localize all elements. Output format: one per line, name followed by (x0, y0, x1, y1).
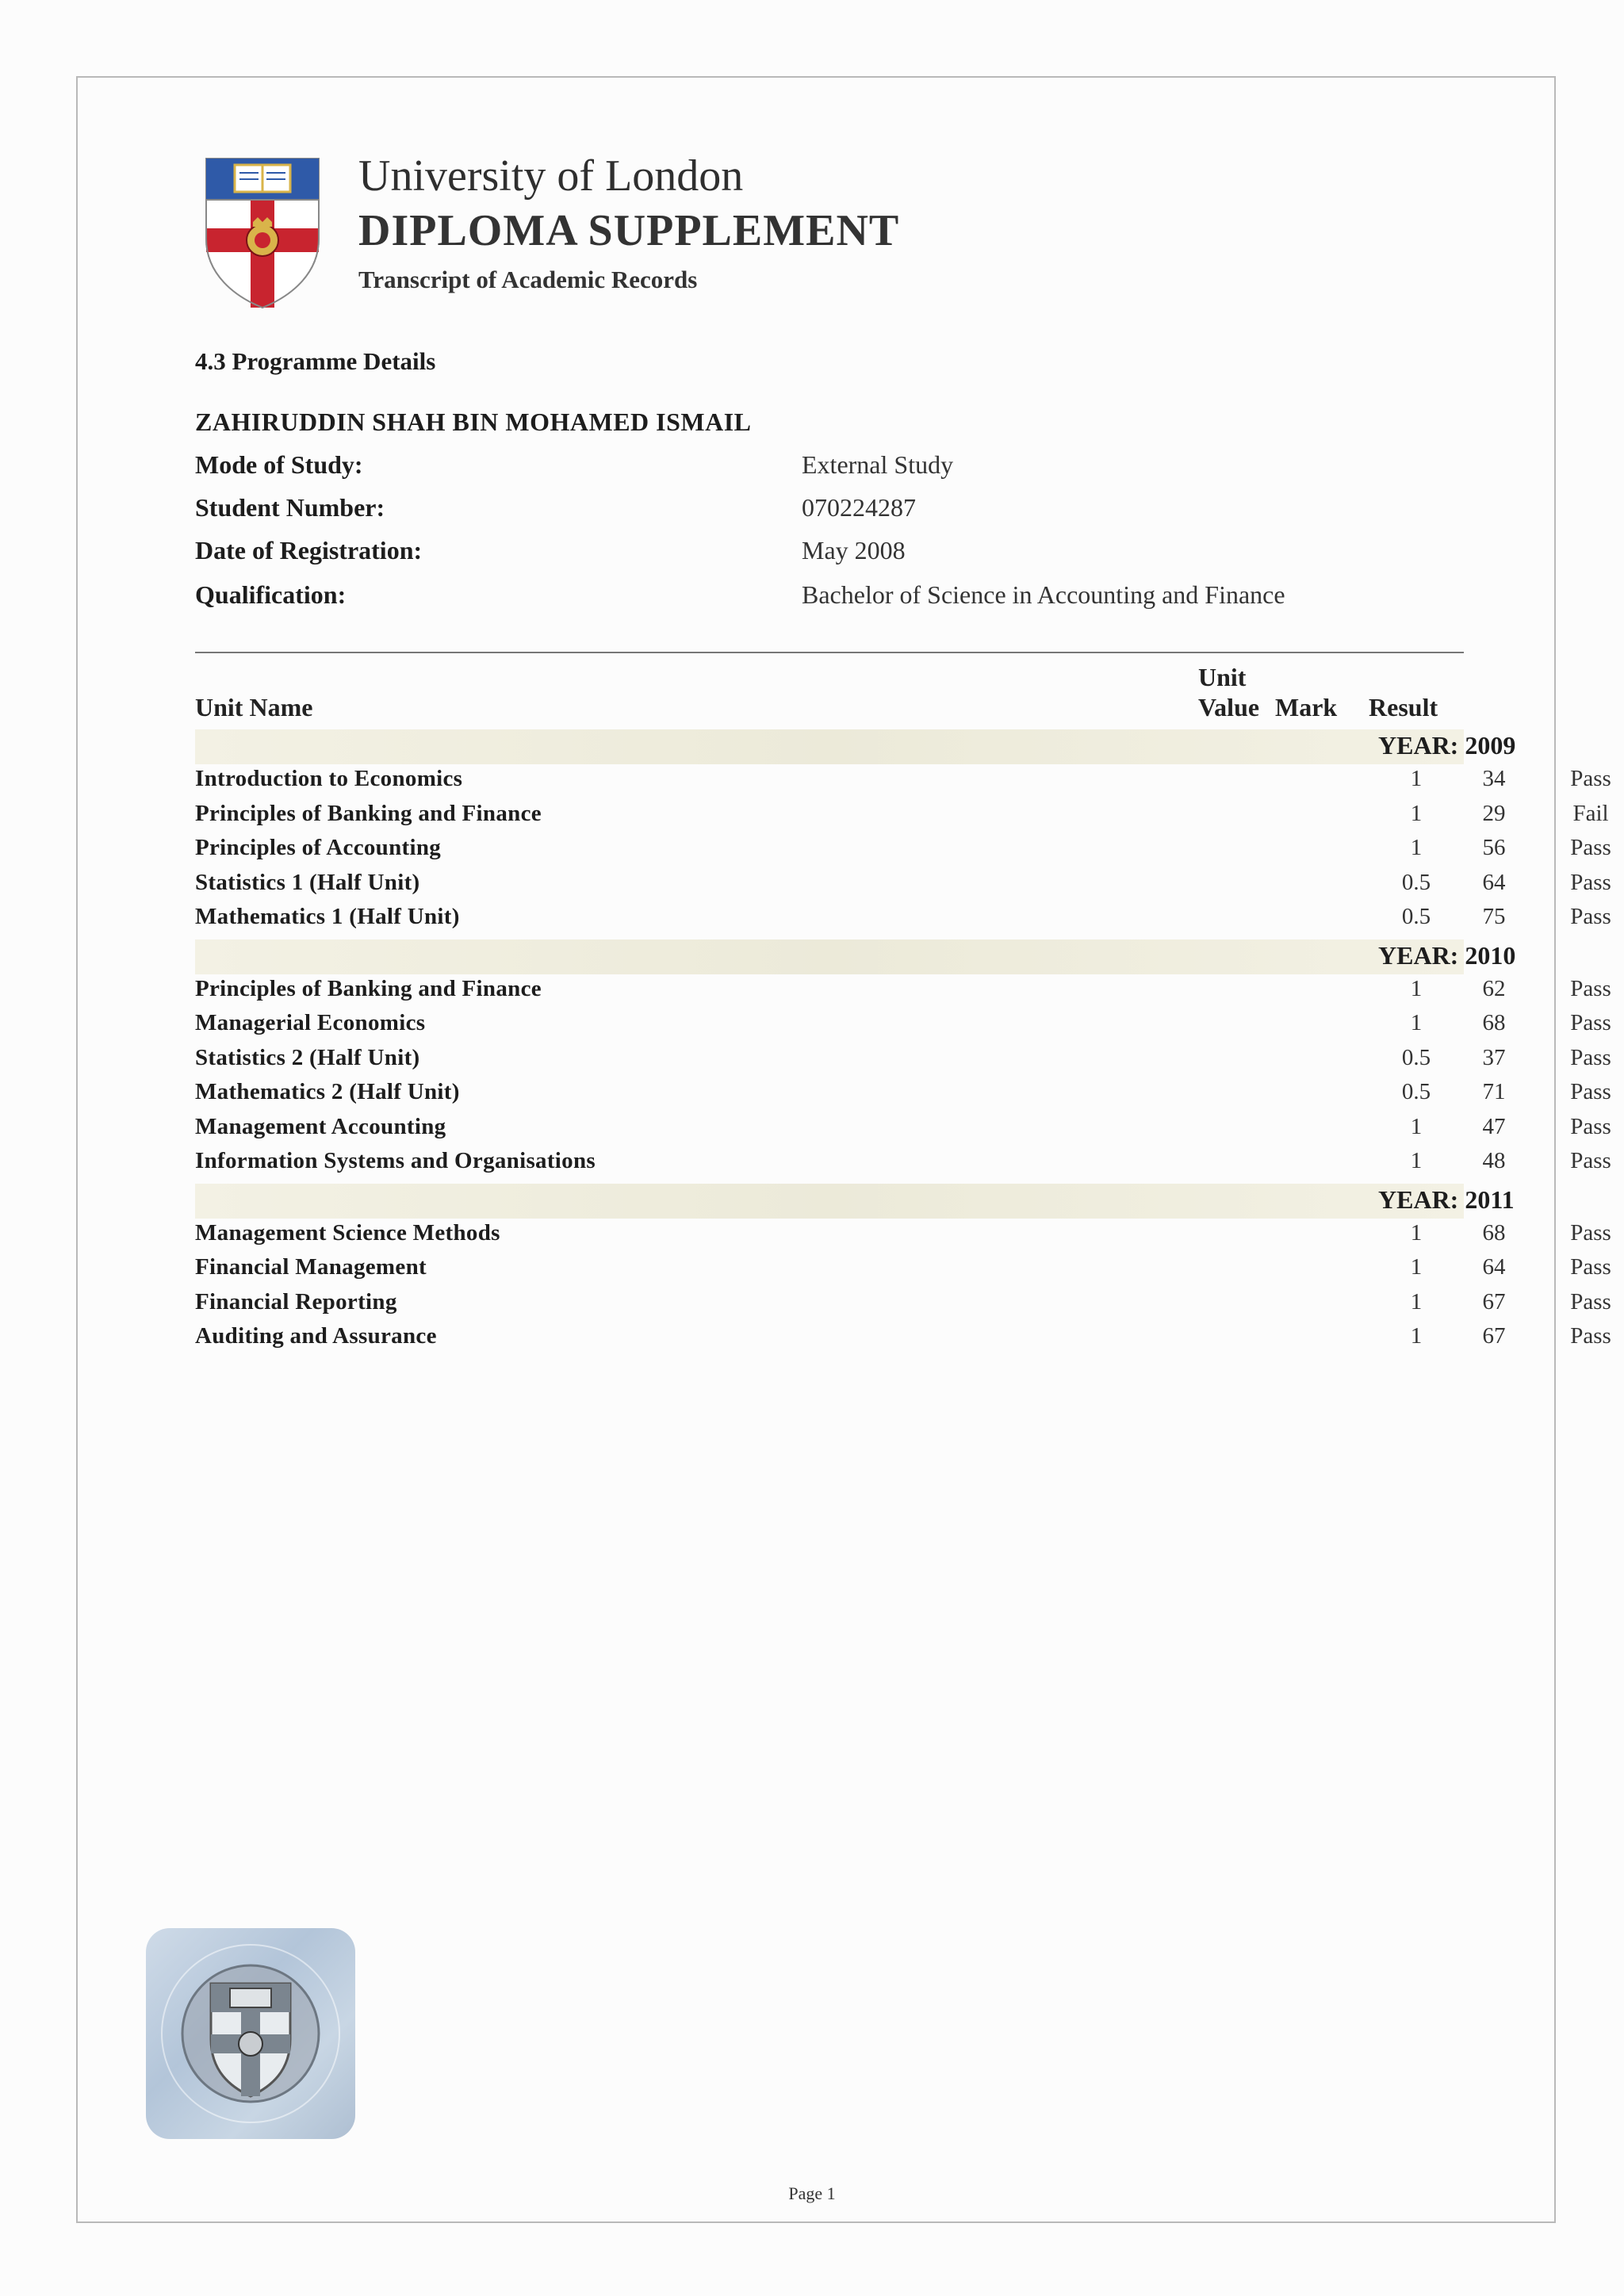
document-title: DIPLOMA SUPPLEMENT (358, 206, 900, 255)
unit-result: Pass (1570, 835, 1611, 860)
section-title: 4.3 Programme Details (195, 347, 436, 375)
unit-mark: 68 (1482, 1219, 1506, 1246)
year-label: YEAR: 2009 (1378, 731, 1516, 760)
unit-result: Pass (1570, 869, 1611, 895)
hologram-seal (146, 1928, 355, 2139)
year-band (195, 729, 1516, 764)
unit-name: Auditing and Assurance (195, 1323, 437, 1349)
student-name: ZAHIRUDDIN SHAH BIN MOHAMED ISMAIL (195, 408, 752, 436)
unit-result: Pass (1570, 766, 1611, 791)
unit-result: Pass (1570, 1288, 1611, 1314)
table-row (195, 1079, 1611, 1111)
table-row (195, 904, 1611, 936)
unit-name: Principles of Accounting (195, 835, 442, 860)
unit-name: Management Science Methods (195, 1219, 500, 1246)
header-unit: Unit (1198, 663, 1247, 691)
unit-name: Management Accounting (195, 1113, 446, 1139)
table-row (195, 1254, 1611, 1286)
table-row (195, 1219, 1611, 1252)
unit-value: 0.5 (1401, 904, 1431, 929)
unit-value: 1 (1410, 1323, 1423, 1349)
year-label: YEAR: 2010 (1378, 940, 1516, 970)
unit-result: Pass (1570, 1079, 1611, 1104)
table-row (195, 1044, 1611, 1077)
unit-name: Information Systems and Organisations (195, 1148, 596, 1173)
unit-mark: 67 (1482, 1323, 1506, 1349)
unit-value: 1 (1410, 1113, 1423, 1139)
header-unit-name: Unit Name (195, 693, 313, 721)
detail-label: Date of Registration: (195, 536, 423, 564)
unit-name: Principles of Banking and Finance (195, 975, 542, 1001)
unit-value: 1 (1410, 1288, 1423, 1314)
unit-mark: 75 (1482, 904, 1506, 929)
unit-result: Pass (1570, 1254, 1611, 1280)
detail-value: 070224287 (802, 493, 916, 522)
header-mark: Mark (1275, 693, 1338, 721)
table-row (195, 1323, 1611, 1355)
seal-crest-icon (146, 1928, 355, 2139)
table-row (195, 1113, 1611, 1146)
unit-result: Pass (1570, 1148, 1611, 1173)
unit-value: 1 (1410, 975, 1423, 1001)
unit-mark: 67 (1482, 1288, 1506, 1314)
detail-label: Qualification: (195, 580, 347, 609)
detail-value: May 2008 (802, 536, 906, 564)
unit-name: Managerial Economics (195, 1010, 426, 1035)
unit-name: Introduction to Economics (195, 766, 463, 791)
table-row (195, 835, 1611, 867)
unit-value: 1 (1410, 800, 1423, 826)
detail-label: Student Number: (195, 493, 385, 522)
unit-value: 0.5 (1401, 1079, 1431, 1104)
table-row (195, 975, 1611, 1008)
detail-row-student-number (195, 493, 1464, 530)
unit-value: 1 (1410, 1010, 1423, 1035)
header-result: Result (1369, 693, 1438, 721)
unit-result: Pass (1570, 1219, 1611, 1246)
table-row (195, 1010, 1611, 1042)
year-band (195, 1184, 1515, 1219)
unit-mark: 48 (1482, 1148, 1506, 1173)
detail-row-registration-date (195, 536, 1464, 572)
unit-mark: 68 (1482, 1010, 1506, 1035)
unit-mark: 47 (1482, 1113, 1506, 1139)
page-number: Page 1 (788, 2183, 836, 2203)
unit-value: 1 (1410, 1148, 1423, 1173)
unit-value: 0.5 (1401, 869, 1431, 895)
unit-mark: 37 (1482, 1044, 1506, 1070)
unit-name: Statistics 1 (Half Unit) (195, 869, 420, 895)
table-row (195, 800, 1609, 832)
unit-result: Pass (1570, 1323, 1611, 1349)
table-row (195, 766, 1611, 798)
table-row (195, 1148, 1611, 1180)
year-band (195, 939, 1516, 974)
unit-mark: 29 (1482, 800, 1506, 826)
detail-value: Bachelor of Science in Accounting and Finance (802, 580, 1285, 609)
university-name: University of London (358, 151, 744, 201)
unit-value: 1 (1410, 1254, 1423, 1280)
table-row (195, 869, 1611, 901)
unit-name: Financial Management (195, 1254, 427, 1280)
unit-mark: 71 (1482, 1079, 1506, 1104)
university-crest-logo (203, 155, 322, 310)
year-label: YEAR: 2011 (1378, 1184, 1515, 1214)
unit-value: 1 (1410, 766, 1423, 791)
unit-name: Mathematics 2 (Half Unit) (195, 1079, 460, 1104)
header-value: Value (1198, 693, 1260, 721)
unit-mark: 56 (1482, 835, 1506, 860)
unit-mark: 64 (1482, 1254, 1506, 1280)
unit-result: Pass (1570, 975, 1611, 1001)
detail-row-mode (195, 450, 1464, 487)
unit-result: Pass (1570, 904, 1611, 929)
unit-name: Financial Reporting (195, 1288, 397, 1314)
unit-value: 1 (1410, 835, 1423, 860)
unit-name: Statistics 2 (Half Unit) (195, 1044, 420, 1070)
unit-value: 0.5 (1401, 1044, 1431, 1070)
unit-result: Pass (1570, 1113, 1611, 1139)
detail-value: External Study (802, 450, 954, 479)
document-subtitle: Transcript of Academic Records (358, 266, 698, 293)
unit-mark: 64 (1482, 869, 1506, 895)
detail-label: Mode of Study: (195, 450, 363, 479)
unit-name: Principles of Banking and Finance (195, 800, 542, 826)
unit-name: Mathematics 1 (Half Unit) (195, 904, 460, 929)
unit-mark: 34 (1482, 766, 1506, 791)
table-row (195, 1288, 1611, 1321)
unit-result: Pass (1570, 1010, 1611, 1035)
unit-result: Pass (1570, 1044, 1611, 1070)
unit-mark: 62 (1482, 975, 1506, 1001)
divider (195, 652, 1464, 653)
unit-value: 1 (1410, 1219, 1423, 1246)
unit-result: Fail (1572, 800, 1609, 826)
detail-row-qualification (195, 580, 1464, 617)
